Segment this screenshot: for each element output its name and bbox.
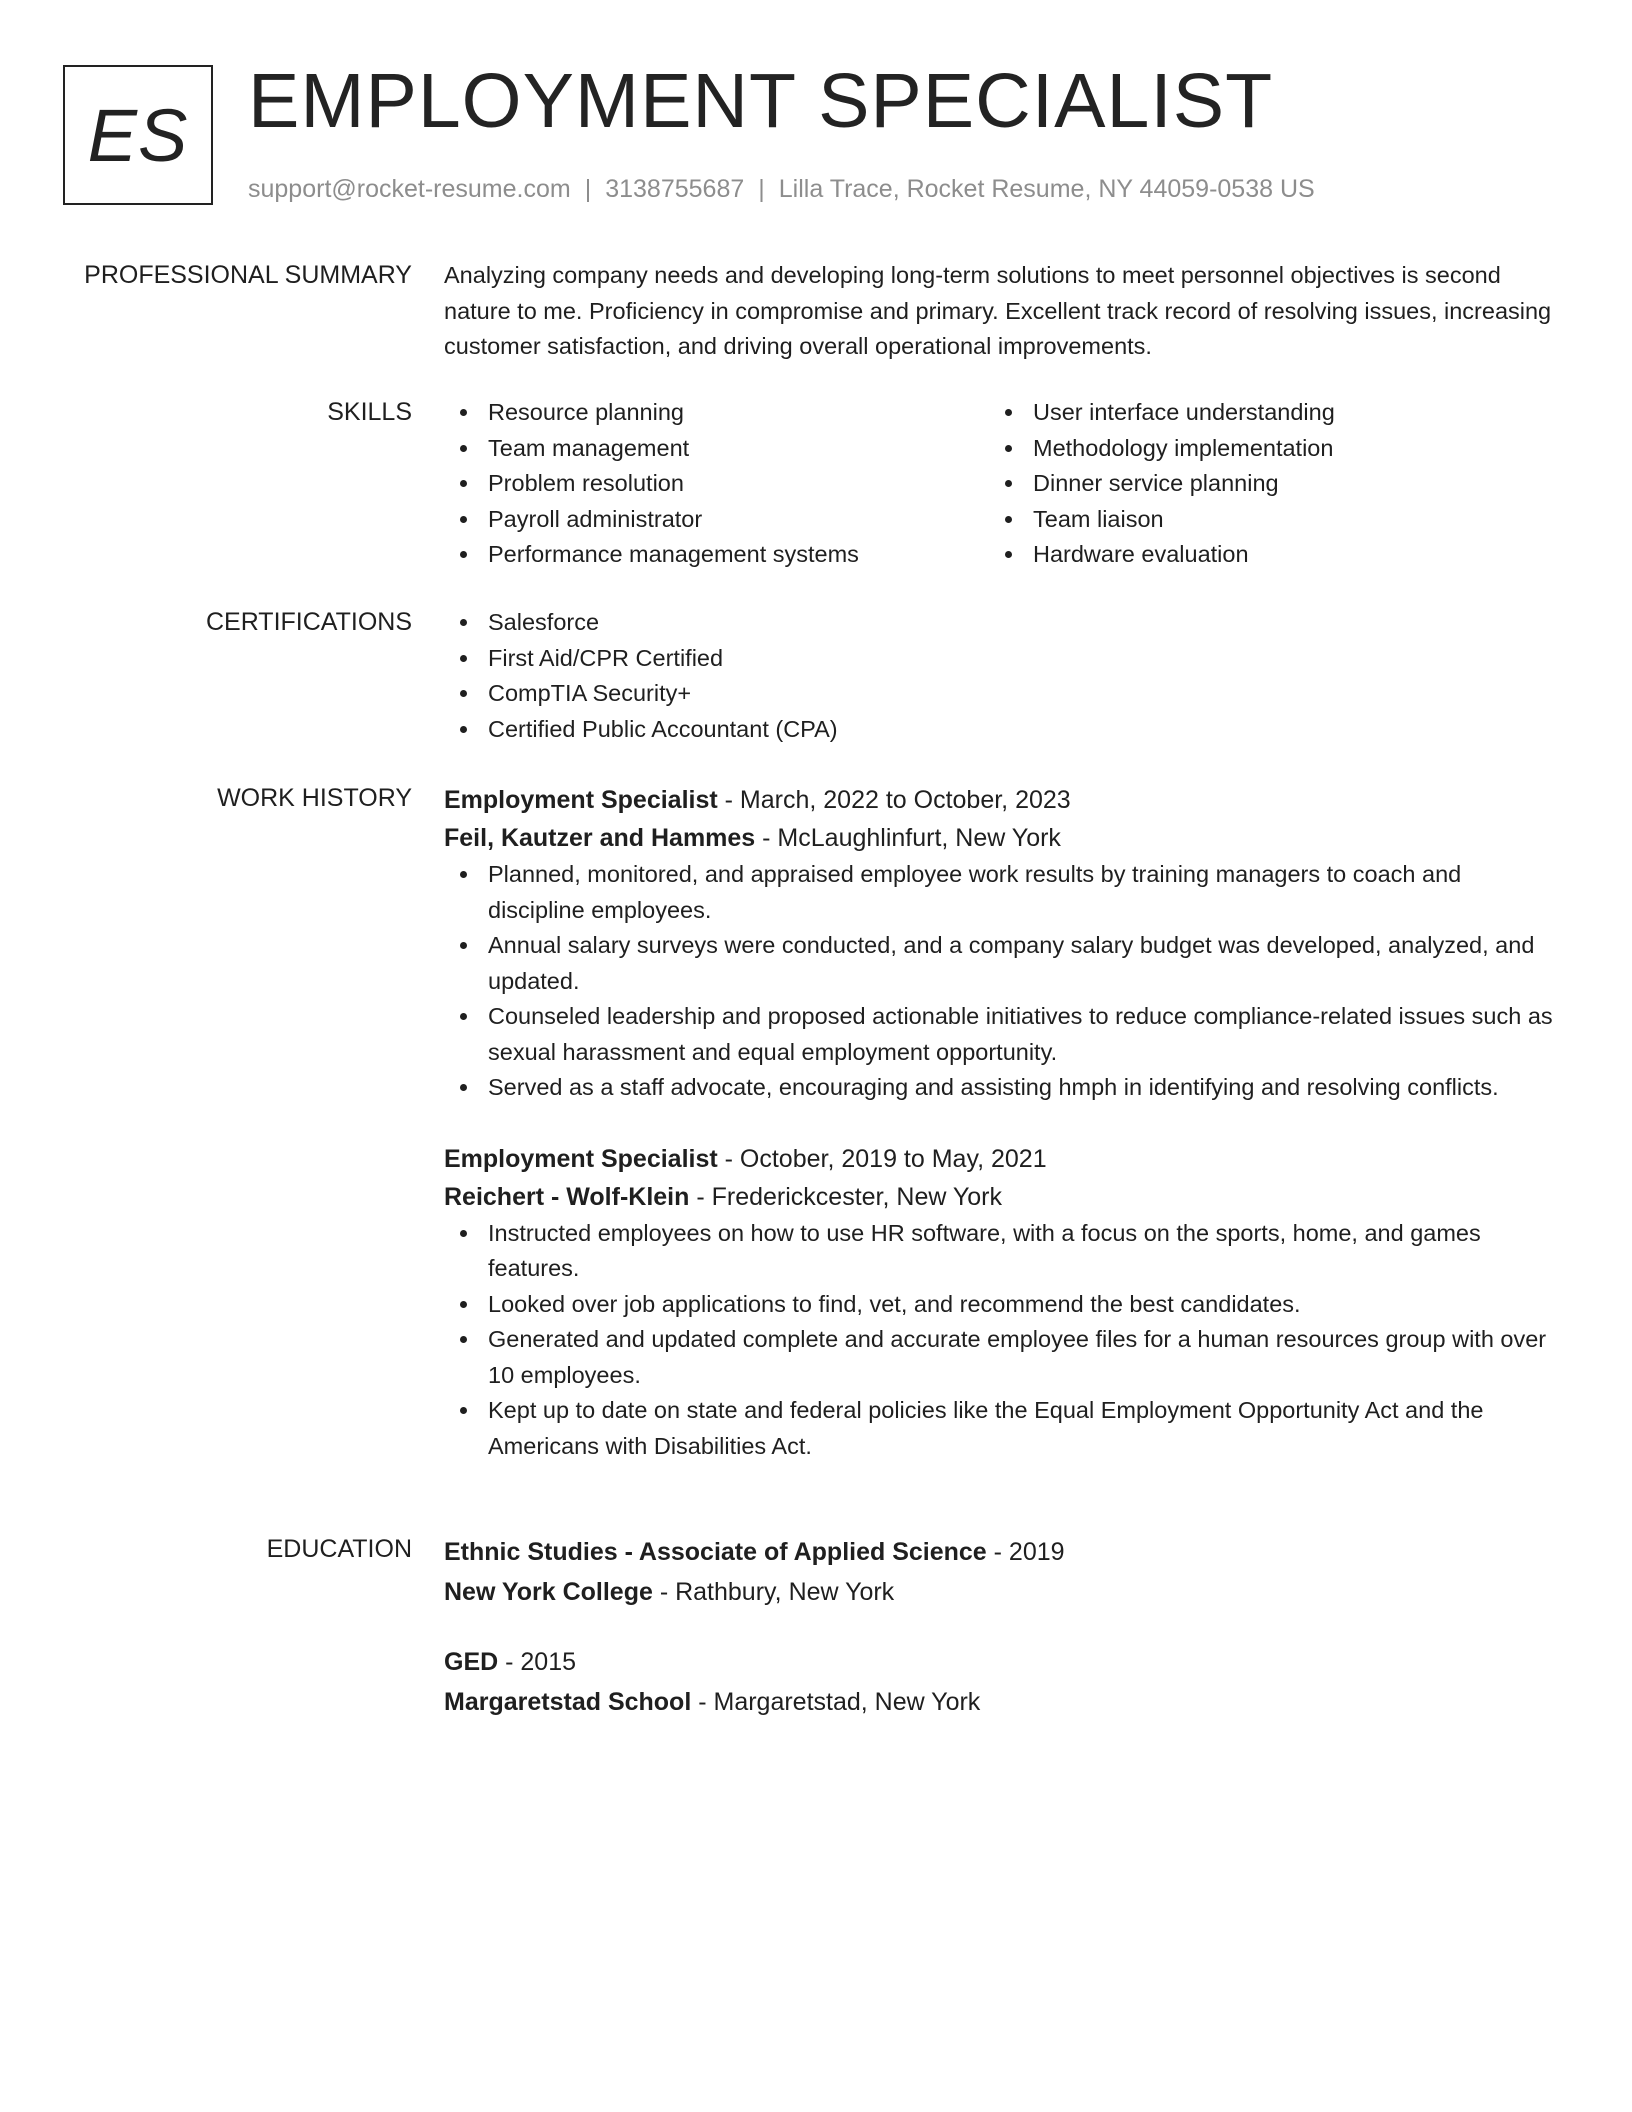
education-entry	[444, 1642, 1564, 1722]
education-degree: Ethnic Studies - Associate of Applied Science	[444, 1538, 987, 1566]
skills-list	[444, 395, 1564, 573]
education-year: - 2019	[986, 1538, 1065, 1566]
work-history-body	[444, 781, 1564, 1464]
job-duties-list	[444, 857, 1564, 1106]
education-degree-line	[444, 1642, 1564, 1682]
education-school-line	[444, 1682, 1564, 1722]
job-duty-item: Served as a staff advocate, encouraging and assisting hmph in identifying and resolving conflicts.	[444, 1070, 1564, 1106]
job-location: - Frederickcester, New York	[689, 1182, 1003, 1211]
job-duty-item: Generated and updated complete and accurate employee files for a human resources group with over 10 employees.	[444, 1322, 1564, 1393]
contact-separator: |	[584, 175, 592, 203]
job-dates: - March, 2022 to October, 2023	[717, 786, 1071, 814]
monogram-logo: ES	[63, 65, 213, 205]
job-duty-item: Instructed employees on how to use HR software, with a focus on the sports, home, and games features.	[444, 1216, 1564, 1287]
contact-address: Lilla Trace, Rocket Resume, NY 44059-0538 US	[778, 175, 1315, 203]
job-title-line	[444, 781, 1564, 819]
skill-item: Payroll administrator	[444, 502, 989, 538]
job-location: - McLaughlinfurt, New York	[755, 824, 1061, 852]
contact-phone[interactable]: 3138755687	[605, 175, 745, 203]
certification-item: CompTIA Security+	[444, 676, 1564, 712]
job-company: Feil, Kautzer and Hammes	[444, 824, 756, 852]
job-duty-item: Counseled leadership and proposed actionable initiatives to reduce compliance-related issues such as sexual harassment and equal employment opportunity.	[444, 999, 1564, 1070]
skill-item: Performance management systems	[444, 537, 989, 573]
contact-separator: |	[758, 175, 765, 203]
job-company-line	[444, 819, 1564, 857]
education-school-line	[444, 1572, 1564, 1612]
job-entry	[444, 781, 1564, 1106]
certification-item: Certified Public Accountant (CPA)	[444, 712, 1564, 748]
skill-item: Dinner service planning	[989, 466, 1534, 502]
skill-item: Team liaison	[989, 502, 1534, 538]
job-duty-item: Kept up to date on state and federal policies like the Equal Employment Opportunity Act and the Americans with Disabilities Act.	[444, 1393, 1564, 1464]
job-role: Employment Specialist	[444, 1144, 718, 1173]
certifications-heading: CERTIFICATIONS	[205, 608, 412, 636]
education-entry	[444, 1532, 1564, 1612]
education-heading: EDUCATION	[266, 1535, 412, 1563]
contact-line	[248, 172, 1315, 206]
job-entry	[444, 1140, 1564, 1465]
education-location: - Margaretstad, New York	[691, 1688, 981, 1716]
job-title-line	[444, 1140, 1564, 1178]
work-history-heading: WORK HISTORY	[217, 784, 412, 812]
skills-heading: SKILLS	[327, 398, 412, 426]
job-company-line	[444, 1178, 1564, 1216]
education-school: New York College	[444, 1578, 653, 1606]
skill-item: User interface understanding	[989, 395, 1534, 431]
job-duty-item: Looked over job applications to find, vet, and recommend the best candidates.	[444, 1287, 1564, 1323]
job-duty-item: Planned, monitored, and appraised employee work results by training managers to coach and discipline employees.	[444, 857, 1564, 928]
job-dates: - October, 2019 to May, 2021	[717, 1144, 1047, 1173]
education-school: Margaretstad School	[444, 1688, 692, 1716]
skills-column-right	[989, 395, 1534, 573]
summary-text: Analyzing company needs and developing long-term solutions to meet personnel objectives is second nature to me. Proficiency in compromise and primary. Excellent track record of resolving issues, increasing customer satisfaction, and driving overall operational improvements.	[444, 262, 1552, 359]
certifications-list	[444, 605, 1564, 747]
certification-item: Salesforce	[444, 605, 1564, 641]
skill-item: Resource planning	[444, 395, 989, 431]
page-title: EMPLOYMENT SPECIALIST	[248, 58, 1274, 144]
education-year: - 2015	[498, 1648, 577, 1676]
skill-item: Hardware evaluation	[989, 537, 1534, 573]
job-role: Employment Specialist	[444, 786, 718, 814]
education-location: - Rathbury, New York	[652, 1578, 895, 1606]
skill-item: Problem resolution	[444, 466, 989, 502]
education-degree-line	[444, 1532, 1564, 1572]
education-degree: GED	[444, 1648, 499, 1676]
contact-email[interactable]: support@rocket-resume.com	[248, 175, 571, 203]
job-duties-list	[444, 1216, 1564, 1465]
job-duty-item: Annual salary surveys were conducted, and a company salary budget was developed, analyzed, and updated.	[444, 928, 1564, 999]
skill-item: Methodology implementation	[989, 431, 1534, 467]
job-company: Reichert - Wolf-Klein	[444, 1182, 690, 1211]
education-body	[444, 1532, 1564, 1722]
skill-item: Team management	[444, 431, 989, 467]
summary-heading: PROFESSIONAL SUMMARY	[84, 261, 412, 289]
skills-column-left	[444, 395, 989, 573]
certification-item: First Aid/CPR Certified	[444, 641, 1564, 677]
certifications-body	[444, 605, 1564, 747]
